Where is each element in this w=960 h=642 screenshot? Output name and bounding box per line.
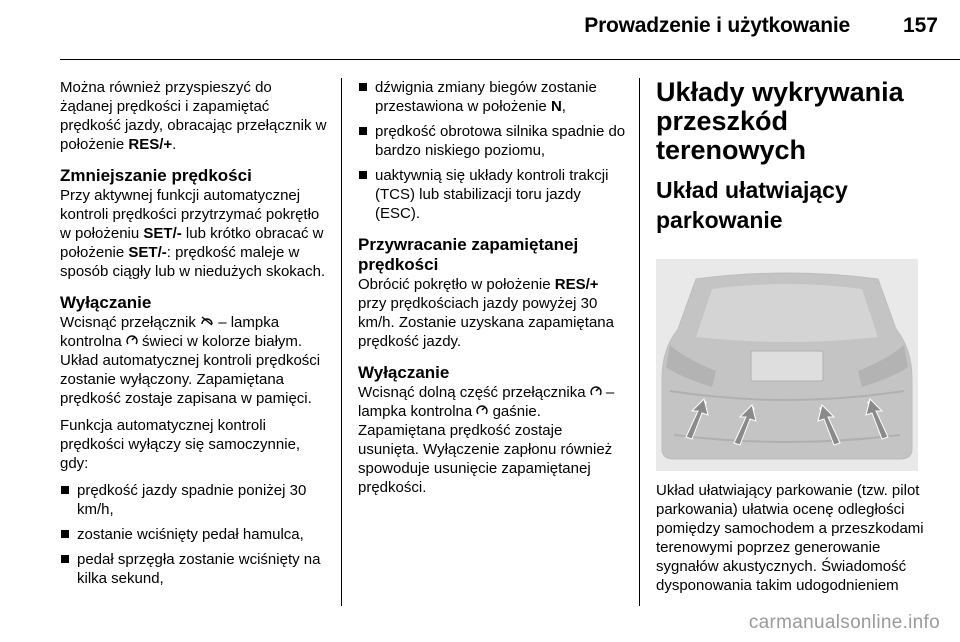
switch-off-paragraph: Wcisnąć przełącznik – lampka kontrolna świeci w kolorze białym. Układ automatycznej kontroli prędkości zostanie wyłączony. Zapamiętana prędkość zostaje zapisana w pamięci.	[60, 314, 321, 407]
reduce-speed-paragraph: Przy aktywnej funkcji automatycznej kontroli prędkości przytrzymać pokrętło w położeniu SET/- lub krótko obracać w położenie SET/-: prędkość maleje w sposób ciągły lub w niedużych skokach.	[60, 187, 326, 280]
list-item: zostanie wciśnięty pedał hamulca,	[60, 525, 328, 544]
rear-parking-sensors-illustration	[656, 259, 918, 471]
column-right	[656, 78, 924, 603]
cruise-control-lamp-icon	[590, 383, 602, 402]
heading-reduce-speed: Zmniejszanie prędkości	[60, 166, 252, 185]
column-divider-1	[341, 78, 342, 606]
list-item: uaktywnią się układy kontroli trakcji (TCS) lub stabilizacji toru jazdy (ESC).	[358, 166, 626, 223]
auto-off-list	[60, 481, 328, 588]
column-divider-2	[639, 78, 640, 606]
cruise-control-lamp-icon	[126, 332, 138, 351]
cruise-control-lamp-icon	[476, 402, 488, 421]
auto-off-list-continued	[358, 78, 626, 223]
list-item: prędkość jazdy spadnie poniżej 30 km/h,	[60, 481, 328, 519]
list-item: dźwignia zmiany biegów zostanie przestawiona w położenie N,	[358, 78, 626, 116]
header-rule	[60, 59, 960, 60]
heading-switch-off: Wyłączanie	[60, 293, 152, 312]
subsection-heading: Układ ułatwiający parkowanie	[656, 177, 848, 233]
parking-aid-paragraph: Układ ułatwiający parkowanie (tzw. pilot parkowania) ułatwia ocenę odległości pomiędzy samochodem a przeszkodami terenowymi poprzez generowanie sygnałów akustycznych. Świadomość dysponowania takim udogodnieniem	[656, 482, 924, 594]
cruise-cancel-icon	[200, 313, 214, 332]
page-number: 157	[902, 14, 938, 37]
switch-off-paragraph-2: Wcisnąć dolną część przełącznika – lampka kontrolna gaśnie. Zapamiętana prędkość zostaje usunięta. Wyłączenie zapłonu również spowoduje usunięcie zapamiętanej prędkości.	[358, 384, 615, 496]
heading-recall-speed: Przywracanie zapamiętanej prędkości	[358, 235, 579, 274]
auto-off-paragraph: Funkcja automatycznej kontroli prędkości wyłączy się samoczynnie, gdy:	[60, 417, 301, 472]
column-left	[60, 78, 328, 594]
header-title: Prowadzenie i użytkowanie	[584, 14, 850, 37]
list-item: pedał sprzęgła zostanie wciśnięty na kilka sekund,	[60, 550, 328, 588]
intro-paragraph: Można również przyspieszyć do żądanej prędkości i zapamiętać prędkość jazdy, obracając przełącznik w położenie RES/+.	[60, 79, 327, 153]
recall-speed-paragraph: Obrócić pokrętło w położenie RES/+ przy prędkościach jazdy powyżej 30 km/h. Zostanie uzyskana zapamiętana prędkość jazdy.	[358, 276, 614, 350]
column-middle	[358, 78, 626, 505]
watermark: carmanualsonline.info	[748, 612, 940, 633]
heading-switch-off-2: Wyłączanie	[358, 363, 450, 382]
section-heading: Układy wykrywania przeszkód terenowych	[656, 77, 904, 165]
list-item: prędkość obrotowa silnika spadnie do bardzo niskiego poziomu,	[358, 122, 626, 160]
